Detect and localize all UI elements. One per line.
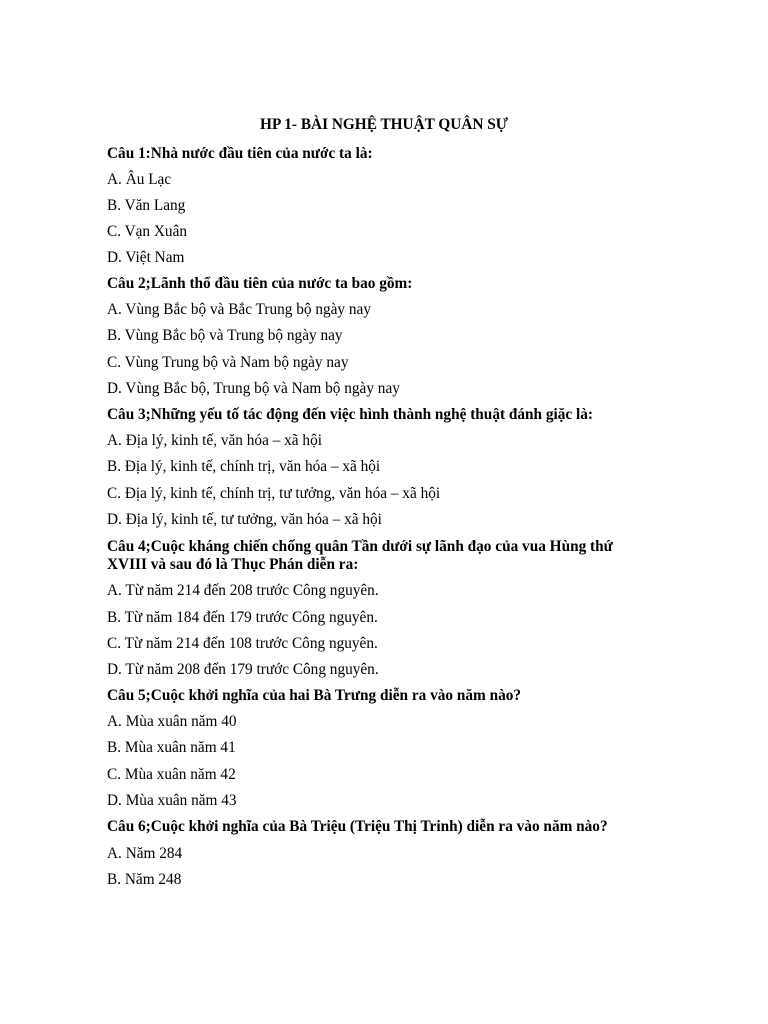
question-1-option-d: D. Việt Nam: [107, 249, 185, 266]
question-2-option-a: A. Vùng Bắc bộ và Bắc Trung bộ ngày nay: [107, 301, 371, 318]
question-3-option-d: D. Địa lý, kinh tế, tư tưởng, văn hóa – xã hội: [107, 511, 382, 528]
question-4-option-b: B. Từ năm 184 đến 179 trước Công nguyên.: [107, 609, 378, 626]
question-5-option-d: D. Mùa xuân năm 43: [107, 792, 237, 809]
question-2: Câu 2;Lãnh thổ đầu tiên của nước ta bao gồm:: [107, 275, 413, 292]
question-2-option-c: C. Vùng Trung bộ và Nam bộ ngày nay: [107, 354, 349, 371]
question-1: Câu 1:Nhà nước đầu tiên của nước ta là:: [107, 145, 373, 162]
question-3-option-a: A. Địa lý, kinh tế, văn hóa – xã hội: [107, 432, 322, 449]
question-1-option-b: B. Văn Lang: [107, 197, 186, 214]
question-5: Câu 5;Cuộc khởi nghĩa của hai Bà Trưng diễn ra vào năm nào?: [107, 687, 522, 704]
question-4-option-d: D. Từ năm 208 đến 179 trước Công nguyên.: [107, 661, 379, 678]
question-6: Câu 6;Cuộc khởi nghĩa của Bà Triệu (Triệu Thị Trinh) diễn ra vào năm nào?: [107, 818, 608, 835]
question-6-option-a: A. Năm 284: [107, 845, 183, 862]
question-5-option-a: A. Mùa xuân năm 40: [107, 713, 237, 730]
question-3: Câu 3;Những yếu tố tác động đến việc hình thành nghệ thuật đánh giặc là:: [107, 406, 594, 423]
question-2-option-b: B. Vùng Bắc bộ và Trung bộ ngày nay: [107, 327, 343, 344]
question-5-option-b: B. Mùa xuân năm 41: [107, 739, 236, 756]
question-1-option-a: A. Âu Lạc: [107, 171, 172, 188]
question-6-option-b: B. Năm 248: [107, 871, 182, 888]
question-4-option-c: C. Từ năm 214 đến 108 trước Công nguyên.: [107, 635, 378, 652]
question-5-option-c: C. Mùa xuân năm 42: [107, 766, 236, 783]
document-title: HP 1- BÀI NGHỆ THUẬT QUÂN SỰ: [260, 116, 508, 133]
question-3-option-c: C. Địa lý, kinh tế, chính trị, tư tưởng, văn hóa – xã hội: [107, 485, 441, 502]
question-2-option-d: D. Vùng Bắc bộ, Trung bộ và Nam bộ ngày nay: [107, 380, 400, 397]
question-4: Câu 4;Cuộc kháng chiến chống quân Tần dưới sự lãnh đạo của vua Hùng thứ XVIII và sau đó là Thục Phán diễn ra:: [107, 538, 613, 573]
question-3-option-b: B. Địa lý, kinh tế, chính trị, văn hóa – xã hội: [107, 458, 381, 475]
question-1-option-c: C. Vạn Xuân: [107, 223, 188, 240]
question-4-option-a: A. Từ năm 214 đến 208 trước Công nguyên.: [107, 582, 379, 599]
